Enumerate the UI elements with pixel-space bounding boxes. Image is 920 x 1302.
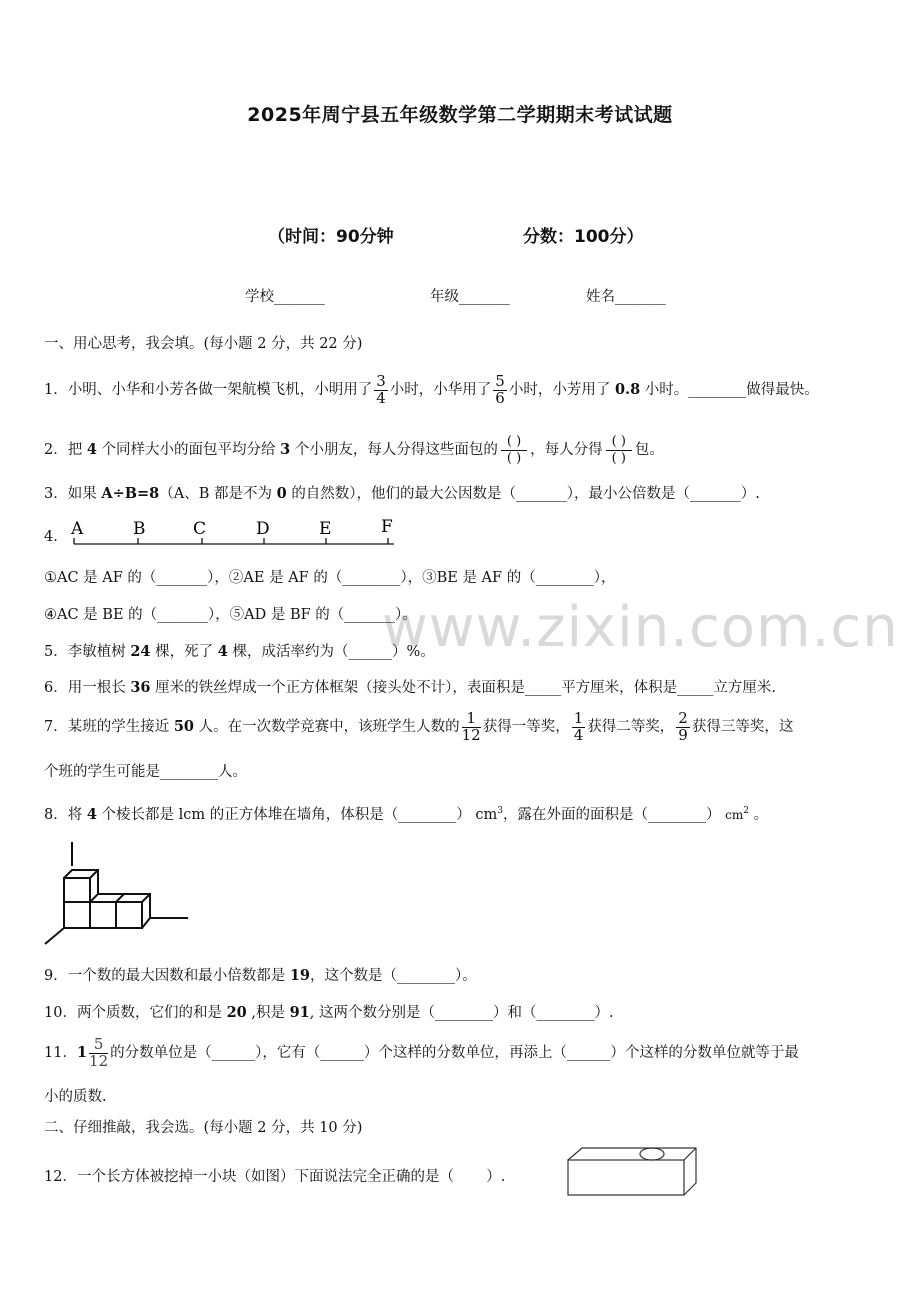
point-label-F: F (381, 517, 393, 537)
q1-text-3: 小时，小芳用了 (508, 382, 611, 398)
cube-bottom-1 (64, 902, 90, 928)
fraction-numerator: 2 (678, 708, 688, 727)
cube-bottom-2 (90, 902, 116, 928)
exam-time: （时间：90分钟 (268, 227, 394, 247)
q5-number: 5． (44, 644, 68, 660)
cuboid-top-right-edge (684, 1148, 696, 1160)
point-label-B: B (133, 519, 146, 539)
fraction-5-12 (89, 1034, 109, 1070)
q12-text-2: ）. (486, 1169, 506, 1185)
q5-text-3: 棵，成活率约为（______）%。 (232, 644, 435, 660)
q3-number: 3． (44, 486, 68, 502)
question-3 (44, 482, 760, 503)
q5-text-1: 李敏植树 (67, 644, 126, 660)
q10-number: 10． (44, 1005, 77, 1021)
q8-sup-1: 3 (497, 806, 503, 817)
q2-text-1: 把 (67, 442, 83, 458)
name-field: 姓名_______ (586, 289, 666, 305)
q2-number: 2． (44, 442, 68, 458)
q1-text-4: 小时。________做得最快。 (644, 382, 819, 398)
q2-text-5: 包。 (634, 442, 664, 458)
fraction-denominator: 12 (461, 725, 481, 744)
point-label-E: E (319, 519, 332, 539)
q7-n1: 50 (173, 718, 195, 735)
question-2 (44, 426, 664, 474)
point-label-C: C (193, 519, 207, 539)
q8-text-3: ，露在外面的面积是（________） (503, 807, 721, 823)
q8-text-1: 将 (67, 807, 83, 823)
q9-text-1: 一个数的最大因数和最小倍数都是 (67, 968, 286, 984)
blank-numerator: ( ) (501, 434, 527, 451)
q7-line-2: 个班的学生可能是________人。 (44, 764, 247, 780)
q3-n1: 0 (276, 485, 287, 502)
fraction-numerator: 5 (89, 1037, 108, 1054)
question-9 (44, 964, 477, 985)
q1-text-2: 小时，小华用了 (389, 382, 492, 398)
question-11 (44, 1030, 799, 1076)
q2-text-3: 个小朋友，每人分得这些面包的 (294, 442, 498, 458)
fraction-5-6 (493, 371, 507, 407)
q4-line-2: ④AC 是 BE 的（_______），⑤AD 是 BF 的（_______）。 (44, 607, 417, 623)
question-8 (44, 803, 768, 824)
q1-number: 1． (44, 382, 68, 398)
segment-diagram (66, 512, 402, 554)
cuboid-figure (566, 1146, 700, 1198)
point-label-D: D (256, 519, 270, 539)
section1-heading: 一、用心思考，我会填。(每小题 2 分，共 22 分) (44, 336, 363, 352)
blank-numerator: ( ) (606, 434, 632, 451)
q12-number: 12． (44, 1169, 77, 1185)
q1-value: 0.8 (614, 381, 641, 398)
q5-n1: 24 (130, 643, 151, 660)
q1-text-1: 小明、小华和小芳各做一架航模飞机，小明用了 (67, 382, 373, 398)
q3-text-3: 的自然数），他们的最大公因数是（_______），最小公倍数是（_______）. (291, 486, 760, 502)
q7-text-5: 获得三等奖，这 (691, 719, 794, 735)
q8-sup-2: 2 (743, 806, 749, 817)
cube-corner-figure (40, 838, 196, 950)
fraction-denominator: 4 (376, 388, 386, 407)
q9-n1: 19 (289, 967, 311, 984)
q7-text-3: 获得一等奖， (482, 719, 570, 735)
q2-text-2: 个同样大小的面包平均分给 (101, 442, 276, 458)
q8-text-4: 。 (753, 807, 769, 823)
fraction-numerator: 3 (376, 371, 386, 390)
fraction-denominator: 4 (573, 725, 584, 744)
question-6 (44, 676, 776, 697)
q7-text-4: 获得二等奖， (587, 719, 675, 735)
q10-n2: 91 (289, 1004, 310, 1021)
q9-text-2: ，这个数是（________）。 (310, 968, 477, 984)
q8-unit-1: cm (475, 807, 498, 823)
blank-denominator: ( ) (506, 450, 522, 466)
fraction-1-12 (461, 708, 481, 744)
q4-number: 4． (44, 529, 68, 545)
fraction-denominator: 12 (89, 1051, 109, 1070)
fraction-1-4 (572, 708, 586, 744)
q6-text-2: 厘米的铁丝焊成一个正方体框架（接头处不计），表面积是_____平方厘米，体积是_____立方厘米. (155, 680, 776, 696)
cube-top-edge (90, 870, 98, 878)
blank-fraction-2 (606, 434, 632, 466)
floor-edge-left (45, 928, 64, 944)
q9-number: 9． (44, 968, 68, 984)
q8-text-2: 个棱长都是 lcm 的正方体堆在墙角，体积是（________） (101, 807, 471, 823)
q3-expr: A÷B=8 (101, 485, 160, 502)
q10-n1: 20 (226, 1004, 247, 1021)
cube-edge-b (142, 894, 150, 902)
fraction-denominator: 9 (678, 725, 688, 744)
blank-fraction-1 (501, 434, 527, 466)
watermark: www.zixin.com.cn (382, 595, 899, 660)
q10-text-2: ,积是 (251, 1005, 285, 1021)
q4-line-1: ①AC 是 AF 的（_______），②AE 是 AF 的（________），③BE 是 AF 的（________）， (44, 570, 616, 586)
question-7 (44, 702, 793, 752)
school-field: 学校_______ (245, 289, 325, 305)
grade-field: 年级_______ (430, 289, 510, 305)
q7-text-2: 人。在一次数学竞赛中，该班学生人数的 (198, 719, 460, 735)
q11-text-1: 的分数单位是（______），它有（______）个这样的分数单位，再添上（______）个这样的分数单位就等于最 (110, 1045, 799, 1061)
q8-unit-2: cm (725, 808, 744, 822)
q11-number: 11． (44, 1045, 77, 1061)
q11-whole: 1 (76, 1044, 88, 1061)
dug-out-hole (640, 1148, 664, 1160)
cube-edge-a (116, 894, 124, 902)
q6-number: 6． (44, 680, 68, 696)
q7-number: 7． (44, 719, 68, 735)
page-title: 2025年周宁县五年级数学第二学期期末考试试题 (247, 104, 673, 126)
point-label-A: A (71, 519, 84, 539)
question-1 (44, 366, 819, 414)
q3-text-1: 如果 (67, 486, 97, 502)
section2-heading: 二、仔细推敲，我会选。(每小题 2 分，共 10 分) (44, 1120, 363, 1136)
cube-bottom-3 (116, 902, 142, 928)
fraction-numerator: 1 (462, 711, 481, 728)
q5-n2: 4 (217, 643, 228, 660)
fraction-numerator: 5 (495, 371, 505, 390)
q2-text-4: ，每人分得 (530, 442, 603, 458)
fraction-2-9 (676, 708, 690, 744)
q11-line-2: 小的质数. (44, 1089, 107, 1105)
fraction-3-4 (374, 371, 388, 407)
q5-text-2: 棵，死了 (155, 644, 214, 660)
exam-score: 分数：100分） (523, 227, 644, 247)
q2-n2: 3 (280, 441, 291, 458)
q8-n1: 4 (86, 806, 97, 823)
q8-number: 8． (44, 807, 68, 823)
question-10 (44, 1001, 614, 1022)
q3-text-2: （A、B 都是不为 (159, 486, 272, 502)
question-12 (44, 1165, 505, 1186)
q10-text-1: 两个质数，它们的和是 (76, 1005, 222, 1021)
q7-text-1: 某班的学生接近 (67, 719, 170, 735)
q6-n1: 36 (130, 679, 151, 696)
q2-n1: 4 (86, 441, 97, 458)
q12-text-1: 一个长方体被挖掉一小块（如图）下面说法完全正确的是（ (76, 1169, 454, 1185)
q10-text-3: , 这两个数分别是（________）和（________）. (309, 1005, 614, 1021)
fraction-numerator: 1 (573, 708, 584, 727)
q6-text-1: 用一根长 (67, 680, 126, 696)
cube-top-front (64, 878, 90, 902)
cuboid-front-face (568, 1160, 684, 1195)
cuboid-back-edges (568, 1148, 696, 1195)
question-5 (44, 640, 435, 661)
fraction-denominator: 6 (495, 388, 505, 407)
blank-denominator: ( ) (611, 450, 626, 466)
